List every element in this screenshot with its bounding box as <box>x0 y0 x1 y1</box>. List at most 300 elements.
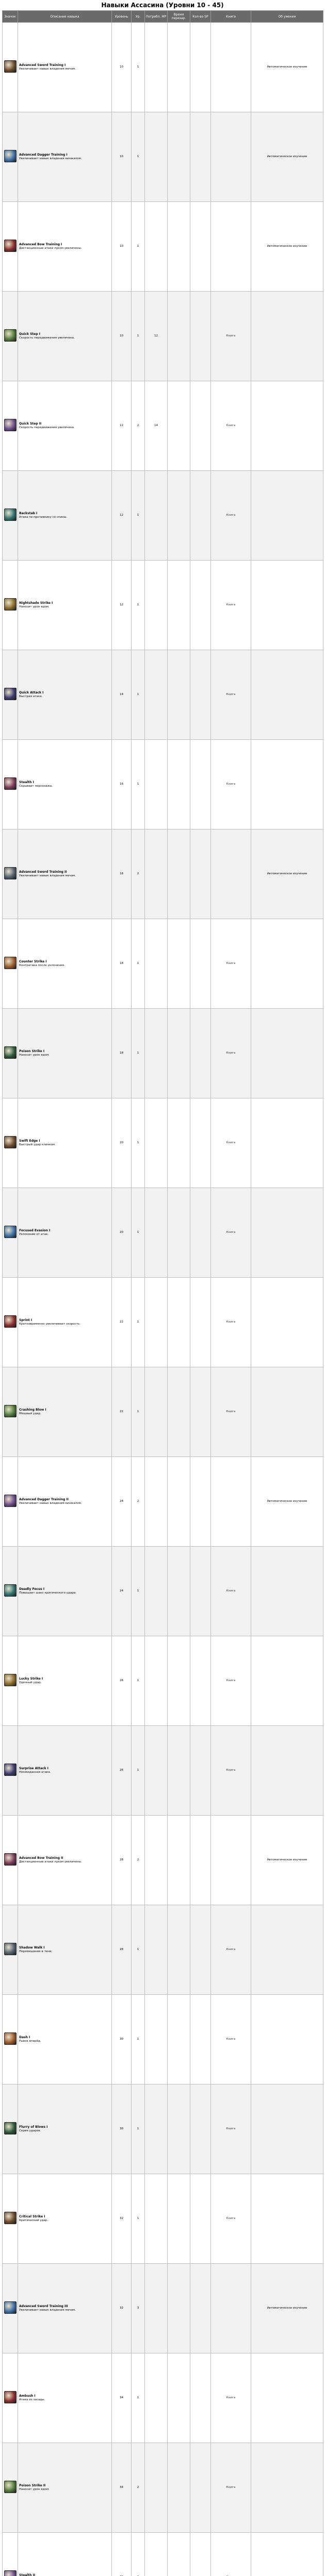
skill-description: Скрывает персонажа. <box>19 785 53 788</box>
skill-icon <box>4 1226 17 1238</box>
skill-name: Advanced Bow Training II <box>19 1856 63 1860</box>
skill-icon <box>4 2212 17 2224</box>
about-cell <box>251 2084 323 2174</box>
description-cell <box>18 2084 112 2174</box>
reuse-cell <box>168 829 190 919</box>
skill-description: Атака по противнику со спины. <box>19 516 68 519</box>
reuse-cell <box>168 1098 190 1188</box>
skill-icon <box>4 777 17 790</box>
reuse-cell <box>168 1995 190 2084</box>
skill-level-cell: 2 <box>132 1816 145 1905</box>
skill-level-cell: 1 <box>132 1636 145 1726</box>
level-cell: 32 <box>112 2264 132 2353</box>
table-row <box>3 1816 323 1905</box>
about-cell <box>251 740 323 829</box>
mp-cell <box>145 1009 168 1098</box>
skill-description: Скорость передвижения увеличена. <box>19 336 75 340</box>
about-cell <box>251 292 323 381</box>
reuse-cell <box>168 2533 190 2576</box>
skill-name: Flurry of Blows I <box>19 2125 48 2129</box>
book-cell <box>211 23 251 112</box>
mp-cell <box>145 2353 168 2443</box>
skill-icon <box>4 419 17 431</box>
reuse-cell <box>168 471 190 561</box>
skill-level-cell: 2 <box>132 1457 145 1547</box>
sp-cell <box>190 292 211 381</box>
skill-description: Рывок вперёд. <box>19 2040 41 2043</box>
table-row <box>3 740 323 829</box>
skill-icon <box>4 60 17 73</box>
book-cell <box>211 1457 251 1547</box>
table-row <box>3 2533 323 2576</box>
sp-cell <box>190 740 211 829</box>
reuse-cell <box>168 2174 190 2264</box>
skill-icon <box>4 1136 17 1148</box>
table-row <box>3 1547 323 1636</box>
description-cell <box>18 1009 112 1098</box>
description-cell <box>18 2443 112 2533</box>
sp-cell <box>190 2174 211 2264</box>
skill-name: Poison Strike I <box>19 1049 45 1053</box>
table-row <box>3 1636 323 1726</box>
icon-cell <box>3 1098 18 1188</box>
skill-name: Advanced Dagger Training II <box>19 1497 69 1501</box>
skills-table <box>2 10 323 2576</box>
about-cell <box>251 2174 323 2264</box>
table-row <box>3 1995 323 2084</box>
icon-cell <box>3 2533 18 2576</box>
skill-name: Backstab I <box>19 511 38 515</box>
book-cell: Книга <box>211 561 251 650</box>
table-row <box>3 1457 323 1547</box>
table-row <box>3 1278 323 1367</box>
reuse-cell <box>168 381 190 471</box>
level-cell: 30 <box>112 2084 132 2174</box>
level-cell: 22 <box>112 1367 132 1457</box>
skill-level-cell: 1 <box>132 650 145 740</box>
icon-cell <box>3 740 18 829</box>
table-row <box>3 471 323 561</box>
about-cell: Автоматическое изучение <box>251 202 323 292</box>
icon-cell <box>3 1367 18 1457</box>
sp-cell <box>190 650 211 740</box>
sp-cell <box>190 829 211 919</box>
reuse-cell <box>168 1547 190 1636</box>
description-cell <box>18 1188 112 1278</box>
skill-level-cell: 1 <box>132 2353 145 2443</box>
sp-cell <box>190 1278 211 1367</box>
about-cell <box>251 2533 323 2576</box>
description-cell <box>18 1278 112 1367</box>
col-sp: Кол-во SP <box>190 11 211 23</box>
about-cell <box>251 919 323 1009</box>
skill-level-cell: 1 <box>132 1009 145 1098</box>
reuse-cell <box>168 919 190 1009</box>
skill-level-cell: 1 <box>132 1188 145 1278</box>
skill-icon <box>4 1046 17 1059</box>
about-cell <box>251 1995 323 2084</box>
skill-description: Скорость передвижения увеличена. <box>19 426 75 429</box>
description-cell <box>18 829 112 919</box>
description-cell <box>18 2264 112 2353</box>
table-row <box>3 23 323 112</box>
description-cell <box>18 202 112 292</box>
table-row <box>3 112 323 202</box>
skill-description: Увеличивает навык владения мечом. <box>19 874 76 877</box>
mp-cell: 14 <box>145 381 168 471</box>
reuse-cell <box>168 1726 190 1816</box>
icon-cell <box>3 1816 18 1905</box>
skill-icon <box>4 688 17 700</box>
mp-cell <box>145 2443 168 2533</box>
skill-level-cell: 1 <box>132 740 145 829</box>
about-cell: Автоматическое изучение <box>251 2264 323 2353</box>
mp-cell <box>145 829 168 919</box>
skill-level-cell: 1 <box>132 23 145 112</box>
book-cell: Книга <box>211 2174 251 2264</box>
table-row <box>3 561 323 650</box>
skills-table-body <box>3 23 323 2576</box>
book-cell: Книга <box>211 919 251 1009</box>
book-cell: Книга <box>211 1367 251 1457</box>
description-cell <box>18 561 112 650</box>
level-cell <box>112 2533 132 2576</box>
level-cell: 12 <box>112 471 132 561</box>
icon-cell <box>3 1726 18 1816</box>
mp-cell <box>145 1367 168 1457</box>
skill-icon <box>4 2570 17 2576</box>
book-cell <box>211 2533 251 2576</box>
icon-cell <box>3 381 18 471</box>
sp-cell <box>190 381 211 471</box>
mp-cell <box>145 1547 168 1636</box>
level-cell: 12 <box>112 561 132 650</box>
skill-icon <box>4 329 17 342</box>
sp-cell <box>190 2533 211 2576</box>
book-cell: Книга <box>211 740 251 829</box>
level-cell: 24 <box>112 1457 132 1547</box>
skill-icon <box>4 867 17 879</box>
book-cell: Книга <box>211 2353 251 2443</box>
level-cell: 18 <box>112 919 132 1009</box>
book-cell: Книга <box>211 1278 251 1367</box>
skill-level-cell: 2 <box>132 829 145 919</box>
skill-icon <box>4 957 17 969</box>
book-cell: Книга <box>211 1905 251 1995</box>
about-cell <box>251 381 323 471</box>
level-cell: 34 <box>112 2353 132 2443</box>
skill-icon <box>4 509 17 521</box>
table-row <box>3 1726 323 1816</box>
skill-level-cell: 1 <box>132 1905 145 1995</box>
level-cell: 24 <box>112 1547 132 1636</box>
skill-name: Critical Strike I <box>19 2214 45 2218</box>
about-cell <box>251 561 323 650</box>
icon-cell <box>3 1009 18 1098</box>
icon-cell <box>3 1457 18 1547</box>
skill-name: Stealth II <box>19 2573 36 2576</box>
reuse-cell <box>168 1636 190 1726</box>
skill-icon <box>4 2122 17 2134</box>
sp-cell <box>190 1995 211 2084</box>
sp-cell <box>190 202 211 292</box>
book-cell: Книга <box>211 1995 251 2084</box>
skill-name: Stealth I <box>19 780 34 784</box>
book-cell <box>211 112 251 202</box>
description-cell <box>18 381 112 471</box>
reuse-cell <box>168 292 190 381</box>
table-header-row <box>3 11 323 23</box>
mp-cell <box>145 1278 168 1367</box>
skill-description: Наносит урон ядом. <box>19 2488 50 2491</box>
book-cell: Книга <box>211 292 251 381</box>
sp-cell <box>190 561 211 650</box>
skill-icon <box>4 1943 17 1955</box>
level-cell: 20 <box>112 1188 132 1278</box>
sp-cell <box>190 112 211 202</box>
col-reuse: Время перезар. <box>168 11 190 23</box>
skill-name: Crashing Blow I <box>19 1408 46 1412</box>
description-cell <box>18 23 112 112</box>
mp-cell <box>145 1905 168 1995</box>
sp-cell <box>190 919 211 1009</box>
skill-icon <box>4 1674 17 1686</box>
skill-name: Advanced Sword Training III <box>19 2304 68 2308</box>
mp-cell <box>145 2264 168 2353</box>
skill-name: Nightshade Strike I <box>19 601 53 605</box>
about-cell: Автоматическое изучение <box>251 1457 323 1547</box>
level-cell: 14 <box>112 650 132 740</box>
level-cell: 22 <box>112 1278 132 1367</box>
table-row <box>3 1367 323 1457</box>
description-cell <box>18 1098 112 1188</box>
page <box>2 2 323 2576</box>
skill-icon <box>4 2391 17 2403</box>
book-cell <box>211 829 251 919</box>
about-cell: Автоматическое изучение <box>251 1816 323 1905</box>
level-cell: 10 <box>112 292 132 381</box>
icon-cell <box>3 1278 18 1367</box>
icon-cell <box>3 23 18 112</box>
mp-cell <box>145 561 168 650</box>
about-cell <box>251 1726 323 1816</box>
reuse-cell <box>168 1367 190 1457</box>
col-level: Уровень <box>112 11 132 23</box>
description-cell <box>18 292 112 381</box>
skill-name: Swift Edge I <box>19 1139 40 1143</box>
skill-level-cell: 1 <box>132 292 145 381</box>
skill-icon <box>4 1853 17 1866</box>
mp-cell <box>145 471 168 561</box>
skill-description: Перемещение в тени. <box>19 1950 53 1953</box>
skill-description: Контратака после уклонения. <box>19 964 65 967</box>
description-cell <box>18 650 112 740</box>
skill-name: Poison Strike II <box>19 2483 46 2487</box>
skill-name: Deadly Focus I <box>19 1587 45 1591</box>
skill-level-cell: 1 <box>132 1367 145 1457</box>
skill-name: Lucky Strike I <box>19 1676 43 1681</box>
skill-level-cell: 1 <box>132 471 145 561</box>
reuse-cell <box>168 2264 190 2353</box>
icon-cell <box>3 1636 18 1726</box>
skill-name: Quick Step II <box>19 421 42 426</box>
about-cell: Автоматическое изучение <box>251 23 323 112</box>
level-cell: 32 <box>112 2174 132 2264</box>
skill-name: Surprise Attack I <box>19 1766 48 1770</box>
icon-cell <box>3 292 18 381</box>
skill-icon <box>4 1315 17 1328</box>
mp-cell <box>145 1457 168 1547</box>
mp-cell <box>145 1995 168 2084</box>
skill-name: Shadow Walk I <box>19 1945 45 1950</box>
skill-icon <box>4 1405 17 1417</box>
table-row <box>3 2264 323 2353</box>
table-row <box>3 650 323 740</box>
table-row <box>3 2174 323 2264</box>
sp-cell <box>190 23 211 112</box>
icon-cell <box>3 919 18 1009</box>
level-cell: 16 <box>112 740 132 829</box>
book-cell: Книга <box>211 381 251 471</box>
mp-cell <box>145 202 168 292</box>
sp-cell <box>190 1009 211 1098</box>
icon-cell <box>3 112 18 202</box>
skill-level-cell: 1 <box>132 1098 145 1188</box>
table-row <box>3 2443 323 2533</box>
skill-level-cell: 1 <box>132 1278 145 1367</box>
skill-name: Focused Evasion I <box>19 1228 51 1232</box>
sp-cell <box>190 2353 211 2443</box>
reuse-cell <box>168 740 190 829</box>
description-cell <box>18 1547 112 1636</box>
about-cell <box>251 2353 323 2443</box>
skill-level-cell: 1 <box>132 2174 145 2264</box>
reuse-cell <box>168 1457 190 1547</box>
description-cell <box>18 1995 112 2084</box>
level-cell: 28 <box>112 1816 132 1905</box>
skill-icon <box>4 1495 17 1507</box>
skill-description: Критический удар. <box>19 2219 48 2222</box>
about-cell <box>251 2443 323 2533</box>
icon-cell <box>3 2084 18 2174</box>
book-cell: Книга <box>211 1726 251 1816</box>
description-cell <box>18 740 112 829</box>
skill-name: Quick Attack I <box>19 690 44 694</box>
mp-cell <box>145 23 168 112</box>
skill-description: Уклонение от атак. <box>19 1233 49 1236</box>
skill-description: Увеличивает навык владения мечом. <box>19 2309 76 2312</box>
level-cell: 16 <box>112 829 132 919</box>
level-cell: 18 <box>112 1009 132 1098</box>
skill-level-cell: 3 <box>132 2264 145 2353</box>
book-cell: Книга <box>211 471 251 561</box>
mp-cell <box>145 1188 168 1278</box>
skill-level-cell: 1 <box>132 919 145 1009</box>
table-row <box>3 292 323 381</box>
description-cell <box>18 1726 112 1816</box>
table-row <box>3 2084 323 2174</box>
skill-name: Sprint I <box>19 1318 32 1322</box>
sp-cell <box>190 471 211 561</box>
sp-cell <box>190 1098 211 1188</box>
skill-icon <box>4 240 17 252</box>
description-cell <box>18 1905 112 1995</box>
skill-name: Ambush I <box>19 2394 36 2398</box>
mp-cell <box>145 2174 168 2264</box>
description-cell <box>18 1367 112 1457</box>
icon-cell <box>3 1905 18 1995</box>
table-row <box>3 919 323 1009</box>
page-title: Навыки Ассасина (Уровни 10 - 45) <box>101 2 224 9</box>
sp-cell <box>190 2443 211 2533</box>
skill-description: Кратковременно увеличивает скорость. <box>19 1323 81 1326</box>
mp-cell <box>145 2533 168 2576</box>
book-cell <box>211 2264 251 2353</box>
reuse-cell <box>168 1009 190 1098</box>
book-cell: Книга <box>211 650 251 740</box>
about-cell: Автоматическое изучение <box>251 829 323 919</box>
skill-icon <box>4 2032 17 2045</box>
icon-cell <box>3 650 18 740</box>
book-cell: Книга <box>211 1188 251 1278</box>
skill-name: Counter Strike I <box>19 959 47 963</box>
skill-description: Быстрая атака. <box>19 695 43 698</box>
sp-cell <box>190 1636 211 1726</box>
about-cell <box>251 1009 323 1098</box>
reuse-cell <box>168 2443 190 2533</box>
reuse-cell <box>168 650 190 740</box>
icon-cell <box>3 1188 18 1278</box>
about-cell: Автоматическое изучение <box>251 112 323 202</box>
about-cell <box>251 1905 323 1995</box>
skill-level-cell <box>132 2533 145 2576</box>
skill-description: Удачный удар. <box>19 1681 42 1684</box>
skill-icon <box>4 2301 17 2314</box>
description-cell <box>18 112 112 202</box>
mp-cell <box>145 650 168 740</box>
book-cell: Книга <box>211 1547 251 1636</box>
icon-cell <box>3 471 18 561</box>
skill-level-cell: 1 <box>132 1995 145 2084</box>
skill-description: Наносит урон ядом. <box>19 1054 50 1057</box>
mp-cell <box>145 740 168 829</box>
skill-description: Атака из засады. <box>19 2398 45 2401</box>
table-row <box>3 1009 323 1098</box>
about-cell <box>251 1098 323 1188</box>
skill-description: Увеличивает навык владения кинжалом. <box>19 157 82 160</box>
description-cell <box>18 2533 112 2576</box>
level-cell: 30 <box>112 1995 132 2084</box>
skill-name: Advanced Dagger Training I <box>19 152 68 157</box>
book-cell: Книга <box>211 1636 251 1726</box>
col-skill-level: Ур. <box>132 11 145 23</box>
icon-cell <box>3 1547 18 1636</box>
mp-cell <box>145 112 168 202</box>
reuse-cell <box>168 1188 190 1278</box>
skill-description: Повышает шанс критического удара. <box>19 1591 77 1595</box>
sp-cell <box>190 1547 211 1636</box>
skill-icon <box>4 1584 17 1597</box>
skill-description: Дистанционные атаки луком увеличены. <box>19 1860 82 1863</box>
book-cell: Книга <box>211 1098 251 1188</box>
reuse-cell <box>168 2353 190 2443</box>
table-row <box>3 381 323 471</box>
col-about: Об умении <box>251 11 323 23</box>
skill-description: Наносит урон ядом. <box>19 605 50 608</box>
skill-level-cell: 2 <box>132 2443 145 2533</box>
level-cell: 28 <box>112 1905 132 1995</box>
skill-description: Неожиданная атака. <box>19 1771 51 1774</box>
